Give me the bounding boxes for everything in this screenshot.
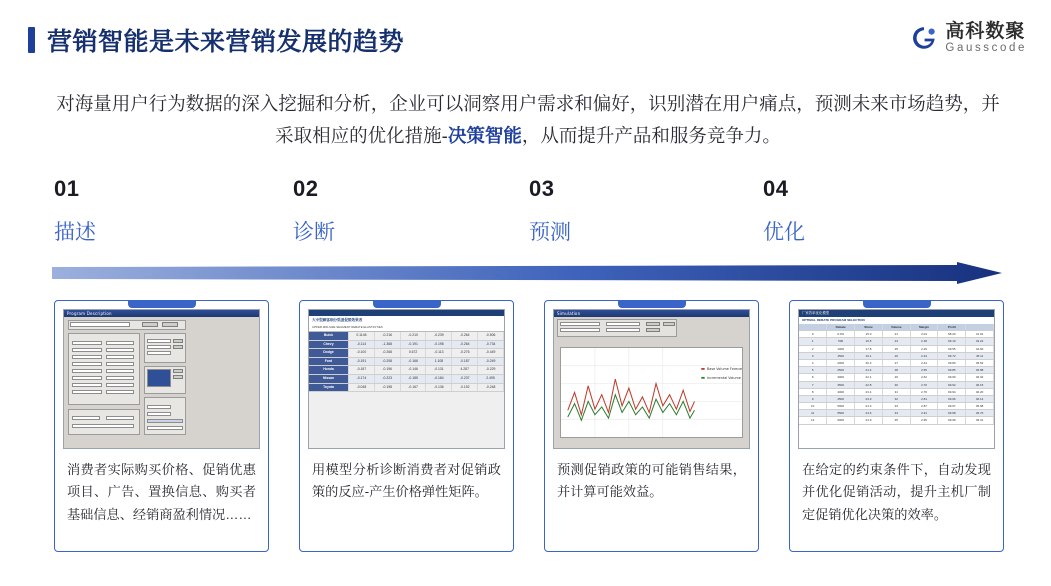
step-label: 诊断 bbox=[293, 221, 335, 244]
card-forecast[interactable] bbox=[544, 300, 759, 552]
step-label: 描述 bbox=[54, 221, 96, 244]
step-03 bbox=[529, 176, 749, 246]
card-row bbox=[54, 300, 1004, 558]
card-caption: 用模型分析诊断消费者对促销政策的反应-产生价格弹性矩阵。 bbox=[312, 462, 501, 500]
table-row: 4 2000 20.3 27 2.44 99.80 45.52 bbox=[799, 360, 994, 367]
slide-header bbox=[28, 22, 1027, 68]
page-title-group bbox=[28, 22, 1027, 58]
intro-paragraph bbox=[52, 88, 1004, 153]
table-row: 3 1500 19.1 26 2.34 99.72 45.11 bbox=[799, 353, 994, 360]
step-number: 02 bbox=[293, 176, 319, 201]
intro-highlight: 决策智能 bbox=[447, 125, 522, 147]
table-row: Dodge -0.100 -0.268 0.672 -0.113 -0.276 -0.449 bbox=[309, 349, 504, 358]
card-screenshot-diagnose bbox=[308, 309, 505, 449]
card-screenshot-optimize bbox=[798, 309, 995, 449]
screenshot-title: Simulation bbox=[554, 310, 749, 317]
table-row: 7 3500 22.8 30 2.70 99.92 46.15 bbox=[799, 382, 994, 389]
table-row: Ford -0.191 -0.208 -0.166 1.108 -0.187 -0.249 bbox=[309, 358, 504, 367]
card-screenshot-describe bbox=[63, 309, 260, 449]
card-optimize[interactable] bbox=[789, 300, 1004, 552]
table-row: 11 5500 24.6 34 2.91 99.98 45.70 bbox=[799, 410, 994, 417]
table-row: 2 1000 17.8 25 2.29 99.55 44.60 bbox=[799, 346, 994, 353]
step-label: 优化 bbox=[763, 221, 805, 244]
logo-text bbox=[945, 22, 1027, 54]
table-row: Chevy -0.114 -1.368 -0.191 -0.198 -0.264 -0.734 bbox=[309, 341, 504, 350]
screenshot-title: 厂家效率优化模型 bbox=[799, 310, 994, 317]
table-row: Buick 0.1146 -0.216 -0.210 -0.239 -0.264 -0.506 bbox=[309, 332, 504, 341]
card-diagnose[interactable] bbox=[299, 300, 514, 552]
table-row: 0 0.0% 15.0 21 2.04 98.20 41.91 bbox=[799, 331, 994, 338]
intro-text-part2: ，从而提升产品和服务竞争力。 bbox=[521, 125, 781, 147]
table-row: 12 6000 24.9 35 2.95 99.99 45.31 bbox=[799, 417, 994, 424]
table-row: 1 500 16.5 24 2.18 99.10 43.22 bbox=[799, 338, 994, 345]
card-caption: 预测促销政策的可能销售结果，并计算可能效益。 bbox=[557, 462, 746, 500]
svg-text:Base Volume Forecast: Base Volume Forecast bbox=[706, 367, 742, 372]
screenshot-subtitle: UPPER MID-SIZE SEGMENT REBATE ELASTICITIES bbox=[309, 324, 504, 332]
step-04 bbox=[763, 176, 983, 246]
card-tab bbox=[373, 300, 441, 308]
gausscode-logo-icon bbox=[911, 25, 937, 51]
table-row: Nissan -0.174 -0.223 -0.185 -0.184 -0.237 2.495 bbox=[309, 375, 504, 384]
step-number: 01 bbox=[54, 176, 80, 201]
progress-arrow bbox=[52, 262, 1002, 286]
page-title: 营销智能是未来营销发展的趋势 bbox=[47, 28, 405, 56]
brand-logo bbox=[911, 22, 1027, 54]
table-row: 10 5000 24.3 33 2.87 99.97 45.98 bbox=[799, 403, 994, 410]
logo-name-cn: 高科数聚 bbox=[945, 21, 1026, 42]
card-tab bbox=[618, 300, 686, 308]
card-tab bbox=[128, 300, 196, 308]
title-accent-bar bbox=[28, 27, 35, 53]
step-number: 04 bbox=[763, 176, 789, 201]
table-row: 6 3000 22.1 29 2.62 99.90 46.02 bbox=[799, 374, 994, 381]
table-row: Toyota -0.048 -0.198 -0.167 -0.136 -0.192 -0.248 bbox=[309, 384, 504, 393]
table-row: 5 2500 21.4 28 2.55 99.85 45.88 bbox=[799, 367, 994, 374]
step-label: 预测 bbox=[529, 221, 571, 244]
step-row bbox=[54, 176, 1004, 256]
card-tab bbox=[863, 300, 931, 308]
svg-text:Incremental Volume: Incremental Volume bbox=[706, 376, 741, 381]
step-01 bbox=[54, 176, 274, 246]
step-02 bbox=[293, 176, 513, 246]
card-caption: 在给定的约束条件下，自动发现并优化促销活动，提升主机厂制定促销优化决策的效率。 bbox=[802, 462, 991, 522]
card-caption: 消费者实际购买价格、促销优惠项目、广告、置换信息、购买者基础信息、经销商盈利情况…… bbox=[67, 462, 256, 522]
card-screenshot-forecast bbox=[553, 309, 750, 449]
table-header-row: Rebate Share Volume Margin Profit bbox=[799, 324, 994, 331]
screenshot-subtitle: OPTIMAL REBATE PROGRAM SELECTION bbox=[799, 317, 994, 324]
card-describe[interactable] bbox=[54, 300, 269, 552]
step-number: 03 bbox=[529, 176, 555, 201]
screenshot-title: 大中型顾客细分渠道促销效果表 bbox=[309, 316, 504, 324]
logo-name-en: Gausscode bbox=[945, 41, 1027, 54]
table-row: Honda -0.187 -0.196 -0.146 -0.131 4.287 -0.229 bbox=[309, 366, 504, 375]
intro-text-part1: 对海量用户行为数据的深入挖掘和分析，企业可以洞察用户需求和偏好，识别潜在用户痛点，预测未来市场趋势，并采取相应的优化措施- bbox=[56, 93, 1000, 147]
table-row: 8 4000 23.4 31 2.76 99.94 46.20 bbox=[799, 389, 994, 396]
table-row: 9 4500 23.9 32 2.81 99.96 46.14 bbox=[799, 396, 994, 403]
screenshot-title: Program Description bbox=[64, 310, 259, 317]
